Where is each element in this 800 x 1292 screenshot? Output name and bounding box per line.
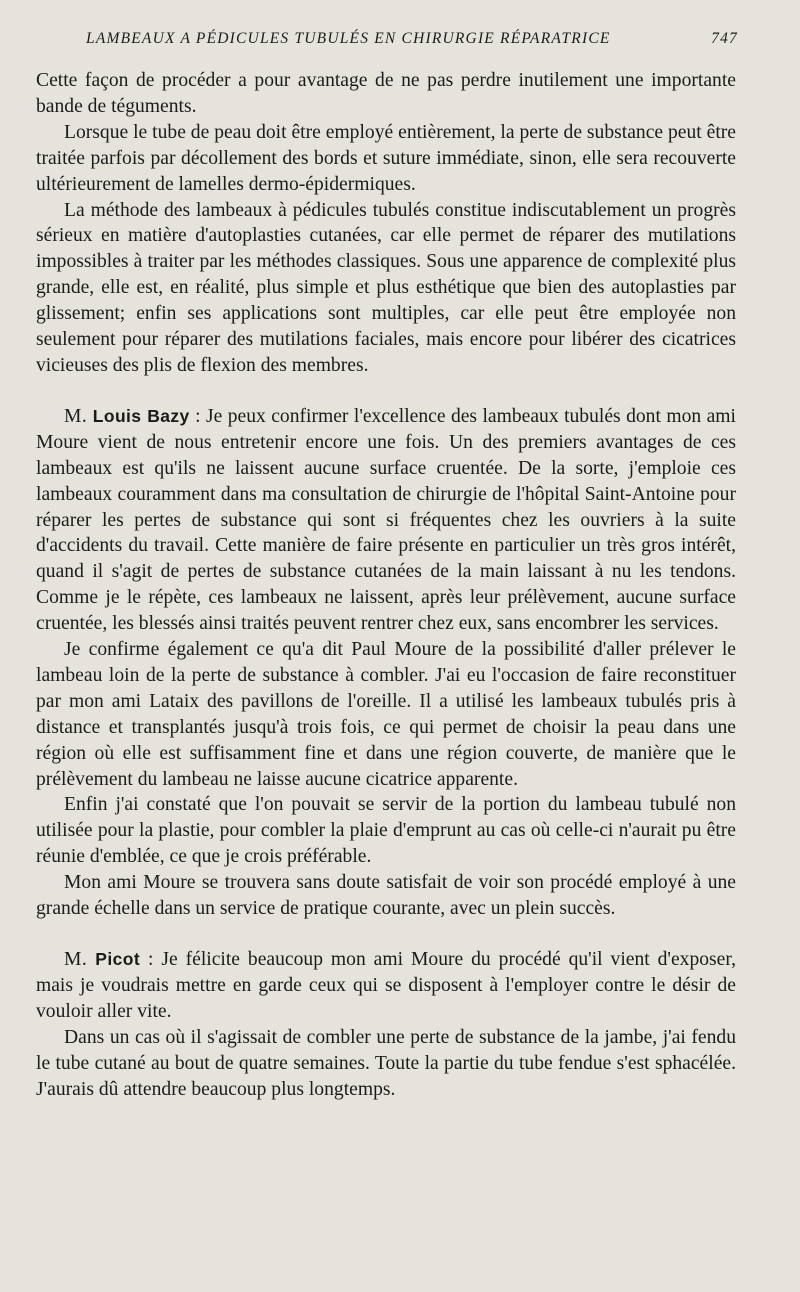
paragraph: La méthode des lambeaux à pédicules tubulés constitue indiscutablement un progrès sérieux en matière d'autoplasties cutanées, car elle permet de réparer des mutilations impossibles à traiter par les méthodes classiques. Sous une apparence de complexité plus grande, elle est, en réalité, plus simple et plus esthétique que bien des autoplasties par glissement; enfin ses applications sont multiples, car elle peut être employée non seulement pour réparer des mutilations faciales, mais encore pour libérer des cicatrices vicieuses des plis de flexion des membres.	[36, 199, 736, 376]
paragraph: Dans un cas où il s'agissait de combler une perte de substance de la jambe, j'ai fendu le tube cutané au bout de quatre semaines. Toute la partie du tube fendue s'est sphacélée. J'aurais dû attendre beaucoup plus longtemps.	[36, 1026, 736, 1100]
speaker-paragraph-picot	[36, 947, 736, 1025]
speaker-honorific: M.	[64, 949, 88, 970]
paragraph-text: : Je félicite beaucoup mon ami Moure du procédé qu'il vient d'exposer, mais je voudrais mettre en garde ceux qui se disposent à l'employer contre le désir de vouloir aller vite.	[36, 949, 736, 1022]
running-header	[86, 30, 738, 52]
body-text	[36, 68, 736, 1102]
running-title: LAMBEAUX A PÉDICULES TUBULÉS EN CHIRURGIE RÉPARATRICE	[86, 30, 611, 47]
paragraph: Enfin j'ai constaté que l'on pouvait se servir de la portion du lambeau tubulé non utilisée pour la plastie, pour combler la plaie d'emprunt au cas où celle-ci n'aurait pu être réunie d'emblée, ce que je crois préférable.	[36, 794, 736, 868]
paragraph: Je confirme également ce qu'a dit Paul Moure de la possibilité d'aller prélever le lambeau loin de la perte de substance à combler. J'ai eu l'occasion de faire reconstituer par mon ami Lataix des pavillons de l'oreille. Il a utilisé les lambeaux tubulés pris à distance et transplantés jusqu'à trois fois, ce qui permet de choisir la peau dans une région où elle est suffisamment fine et dans une région couverte, de manière que le prélèvement du lambeau ne laisse aucune cicatrice apparente.	[36, 639, 736, 790]
speaker-name-picot: Picot	[95, 949, 141, 969]
page-number: 747	[711, 30, 738, 47]
speaker-honorific: M.	[64, 405, 88, 427]
speaker-name-bazy: Louis Bazy	[92, 405, 190, 426]
paragraph-text: : Je peux confirmer l'excellence des lambeaux tubulés dont mon ami Moure vient de nous entretenir encore une fois. Un des premiers avantages de ces lambeaux est qu'ils ne laissent aucune surface cruentée. De la sorte, j'emploie ces lambeaux couramment dans ma consultation de chirurgie de l'hôpital Saint-Antoine pour réparer les pertes de substance qui sont si fréquentes chez les ouvriers à la suite d'accidents du travail. Cette manière de faire présente en particulier un très gros intérêt, quand il s'agit de pertes de substance cutanées de la main laissant à nu les tendons. Comme je le répète, ces lambeaux ne laissent, après leur prélèvement, aucune surface cruentée, les blessés ainsi traités peuvent rentrer chez eux, sans encombrer les services.	[36, 405, 736, 635]
paragraph: Cette façon de procéder a pour avantage de ne pas perdre inutilement une importante bande de téguments.	[36, 70, 736, 117]
paragraph: Lorsque le tube de peau doit être employé entièrement, la perte de substance peut être traitée parfois par décollement des bords et suture immédiate, sinon, elle sera recouverte ultérieurement de lamelles dermo-épidermiques.	[36, 121, 736, 195]
speaker-paragraph-bazy	[36, 404, 736, 637]
paragraph: Mon ami Moure se trouvera sans doute satisfait de voir son procédé employé à une grande échelle dans un service de pratique courante, avec un plein succès.	[36, 872, 736, 920]
